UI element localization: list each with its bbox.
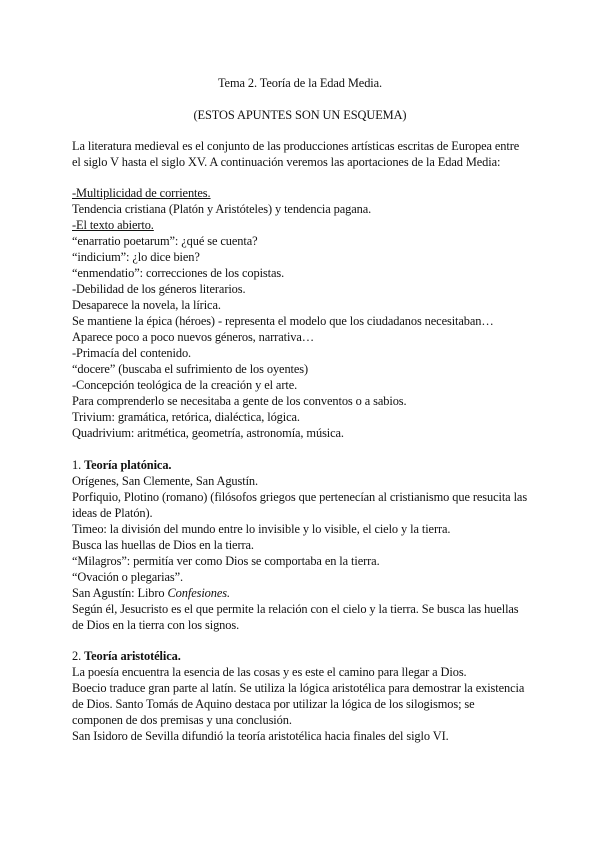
body-line: -Concepción teológica de la creación y el arte. [72,378,298,392]
book-title: Confesiones. [167,586,230,600]
body-line: componen de dos premisas y una conclusión. [72,713,292,727]
section-number: 1. [72,458,85,472]
intro-line: el siglo V hasta el siglo XV. A continuación veremos las aportaciones de la Edad Media: [72,155,501,169]
body-line: “Milagros”: permitía ver como Dios se comportaba en la tierra. [72,554,380,568]
section-title: Teoría platónica. [84,458,172,472]
body-line: Busca las huellas de Dios en la tierra. [72,538,254,552]
body-line: Aparece poco a poco nuevos géneros, narrativa… [72,330,315,344]
body-line: “Ovación o plegarias”. [72,570,183,584]
body-line: “enmendatio”: correcciones de los copistas. [72,266,285,280]
section-title: Teoría aristotélica. [84,649,181,663]
body-line: ideas de Platón). [72,506,153,520]
document-title: Tema 2. Teoría de la Edad Media. [217,76,383,90]
body-line: La poesía encuentra la esencia de las cosas y es este el camino para llegar a Dios. [72,665,467,679]
body-line-agustin [72,585,230,601]
section-heading-platonica [72,457,171,473]
section-number: 2. [72,649,85,663]
body-line: Se mantiene la épica (héroes) - representa el modelo que los ciudadanos necesitaban… [72,314,494,328]
body-line: Según él, Jesucristo es el que permite la relación con el cielo y la tierra. Se busca las huellas [72,602,519,616]
body-line: de Dios en la tierra con los signos. [72,618,240,632]
body-line: Boecio traduce gran parte al latín. Se utiliza la lógica aristotélica para demostrar la existencia [72,681,525,695]
body-line: Trivium: gramática, retórica, dialéctica, lógica. [72,410,300,424]
body-line: Timeo: la división del mundo entre lo invisible y lo visible, el cielo y la tierra. [72,522,451,536]
body-line: “indicium”: ¿lo dice bien? [72,250,200,264]
body-line: -Debilidad de los géneros literarios. [72,282,246,296]
body-line: Porfiquio, Plotino (romano) (filósofos griegos que pertenecían al cristianismo que resucita las [72,490,528,504]
section-heading-aristotelica [72,648,181,664]
body-line: San Isidoro de Sevilla difundió la teoría aristotélica hacia finales del siglo VI. [72,729,449,743]
body-line: Para comprenderlo se necesitaba a gente de los conventos o a sabios. [72,394,407,408]
body-line: -Primacía del contenido. [72,346,192,360]
document-subtitle: (ESTOS APUNTES SON UN ESQUEMA) [193,108,407,122]
agustin-prefix: San Agustín: Libro [72,586,168,600]
body-line: Desaparece la novela, la lírica. [72,298,221,312]
body-line: Quadrivium: aritmética, geometría, astronomía, música. [72,426,344,440]
body-line: de Dios. Santo Tomás de Aquino destaca por utilizar la lógica de los silogismos; se [72,697,475,711]
intro-line: La literatura medieval es el conjunto de las producciones artísticas escritas de Europea entre [72,139,520,153]
body-line: “enarratio poetarum”: ¿qué se cuenta? [72,234,258,248]
body-line: Orígenes, San Clemente, San Agustín. [72,474,259,488]
heading-multiplicidad: -Multiplicidad de corrientes. [72,186,211,200]
body-line: “docere” (buscaba el sufrimiento de los oyentes) [72,362,309,376]
body-line: Tendencia cristiana (Platón y Aristóteles) y tendencia pagana. [72,202,372,216]
heading-texto-abierto: -El texto abierto. [72,218,154,232]
